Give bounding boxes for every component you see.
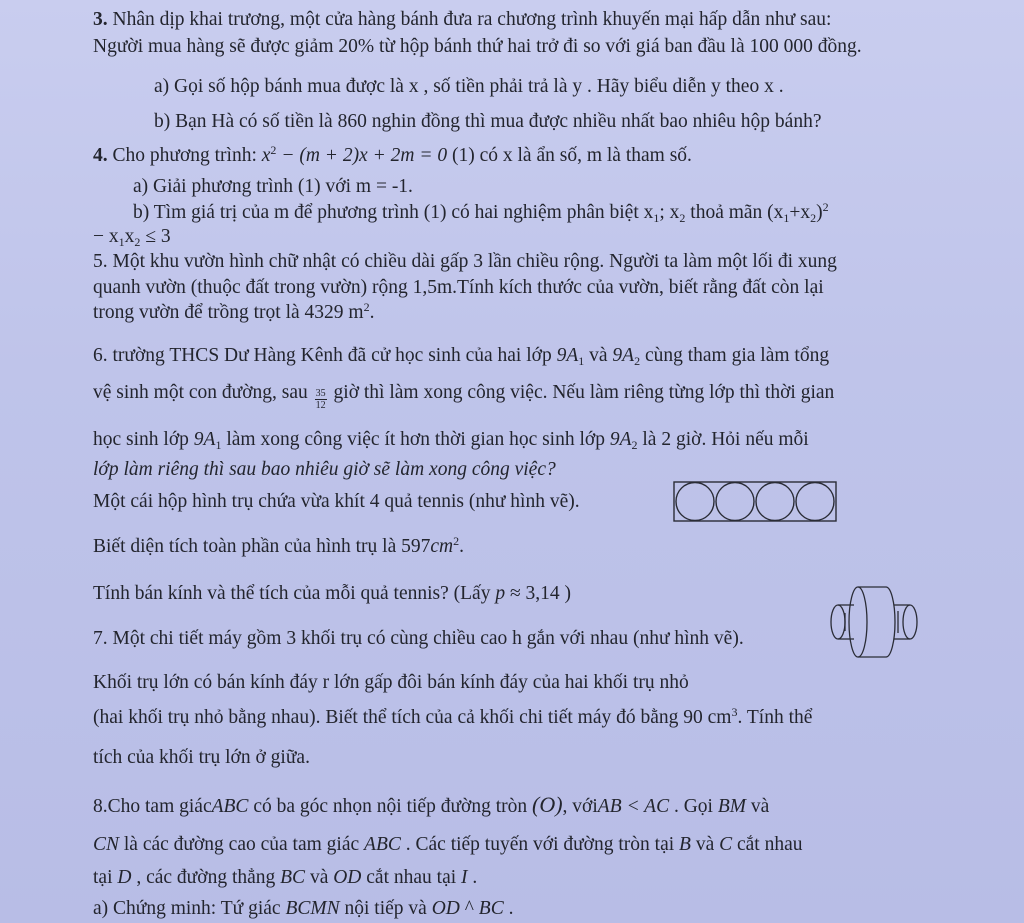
tennis-ball-1 xyxy=(676,483,714,521)
q6-line-1: 6. trường THCS Dư Hàng Kênh đã cử học sinh của hai lớp $9A_1$ và $9A_2$ cùng tham gia làm tổng xyxy=(93,345,830,368)
q8-line-2: CN là các đường cao của tam giác ABC . Các tiếp tuyến với đường tròn tại B và C cắt nhau xyxy=(93,834,803,855)
large-cylinder-left-face xyxy=(849,587,867,657)
q8-part-a: a) Chứng minh: Tứ giác BCMN nội tiếp và OD ^ BC . xyxy=(93,898,514,919)
machine-part-figure xyxy=(826,583,922,661)
large-cylinder-right-face xyxy=(886,587,895,657)
q4-part-b-cont: − $x_1x_2 \le 3$ xyxy=(93,226,171,249)
q7-line-2: Khối trụ lớn có bán kính đáy r lớn gấp đôi bán kính đáy của hai khối trụ nhỏ xyxy=(93,672,689,693)
tennis-ball-4 xyxy=(796,483,834,521)
q7-line-4: tích của khối trụ lớn ở giữa. xyxy=(93,747,310,768)
q6-line-4: lớp làm riêng thì sau bao nhiêu giờ sẽ làm xong công việc? xyxy=(93,459,556,480)
q6-line-3: học sinh lớp $9A_1$ làm xong công việc ít hơn thời gian học sinh lớp $9A_2$ là 2 giờ. Hỏi nếu mỗi xyxy=(93,429,809,452)
left-small-cylinder-face xyxy=(831,605,845,639)
q4-line-1: 4. Cho phương trình: $x^2 - (m + 2)x + 2m = 0$ (1) có x là ẩn số, m là tham số. xyxy=(93,143,692,166)
q3-line-1: 3. Nhân dịp khai trương, một cửa hàng bánh đưa ra chương trình khuyến mại hấp dẫn như sau: xyxy=(93,9,832,30)
q5-line-2: quanh vườn (thuộc đất trong vườn) rộng 1,5m.Tính kích thước của vườn, biết rằng đất còn lại xyxy=(93,277,824,298)
q6-radius-line: Tính bán kính và thể tích của mỗi quả tennis? (Lấy p ≈ 3,14 ) xyxy=(93,583,572,604)
q3-part-b: b) Bạn Hà có số tiền là 860 nghin đồng thì mua được nhiều nhất bao nhiêu hộp bánh? xyxy=(154,111,822,132)
right-small-cylinder-face xyxy=(903,605,917,639)
q8-line-3: tại D , các đường thẳng BC và OD cắt nhau tại I . xyxy=(93,867,478,888)
tennis-box-figure xyxy=(673,481,837,522)
q6-line-2: vệ sinh một con đường, sau $\frac{35}{12}$ giờ thì làm xong công việc. Nếu làm riêng từng lớp thì thời gian xyxy=(93,382,835,411)
fraction-35-12: $\frac{35}{12}$ xyxy=(315,388,326,411)
q3-line-2: Người mua hàng sẽ được giảm 20% từ hộp bánh thứ hai trở đi so với giá ban đầu là 100 000 đồng. xyxy=(93,36,862,57)
q5-line-1: 5. Một khu vườn hình chữ nhật có chiều dài gấp 3 lần chiều rộng. Người ta làm một lối đi xung xyxy=(93,251,837,272)
q7-line-3: (hai khối trụ nhỏ bằng nhau). Biết thể tích của cả khối chi tiết máy đó bằng 90 $cm^3$. Tính thể xyxy=(93,705,813,728)
q6-area-line: Biết diện tích toàn phần của hình trụ là $597cm^2$. xyxy=(93,534,464,557)
q3-part-a: a) Gọi số hộp bánh mua được là x , số tiền phải trả là y . Hãy biểu diễn y theo x . xyxy=(154,76,784,97)
cylinder-box-outline xyxy=(674,482,836,521)
q4-part-b: b) Tìm giá trị của m để phương trình (1) có hai nghiệm phân biệt $x_1$; $x_2$ thoả mãn $(x_1+x_2)^2$ xyxy=(133,200,829,225)
q4-part-a: a) Giải phương trình (1) với m = -1. xyxy=(133,176,413,197)
tennis-ball-3 xyxy=(756,483,794,521)
q6-tennis-line: Một cái hộp hình trụ chứa vừa khít 4 quả tennis (như hình vẽ). xyxy=(93,491,580,512)
q7-line-1: 7. Một chi tiết máy gồm 3 khối trụ có cùng chiều cao h gắn với nhau (như hình vẽ). xyxy=(93,628,744,649)
q5-line-3: trong vườn để trồng trọt là 4329 $m^2$. xyxy=(93,300,375,323)
q8-line-1: 8.Cho tam giácABC có ba góc nhọn nội tiếp đường tròn (O), vớiAB < AC . Gọi BM và xyxy=(93,792,770,817)
tennis-ball-2 xyxy=(716,483,754,521)
